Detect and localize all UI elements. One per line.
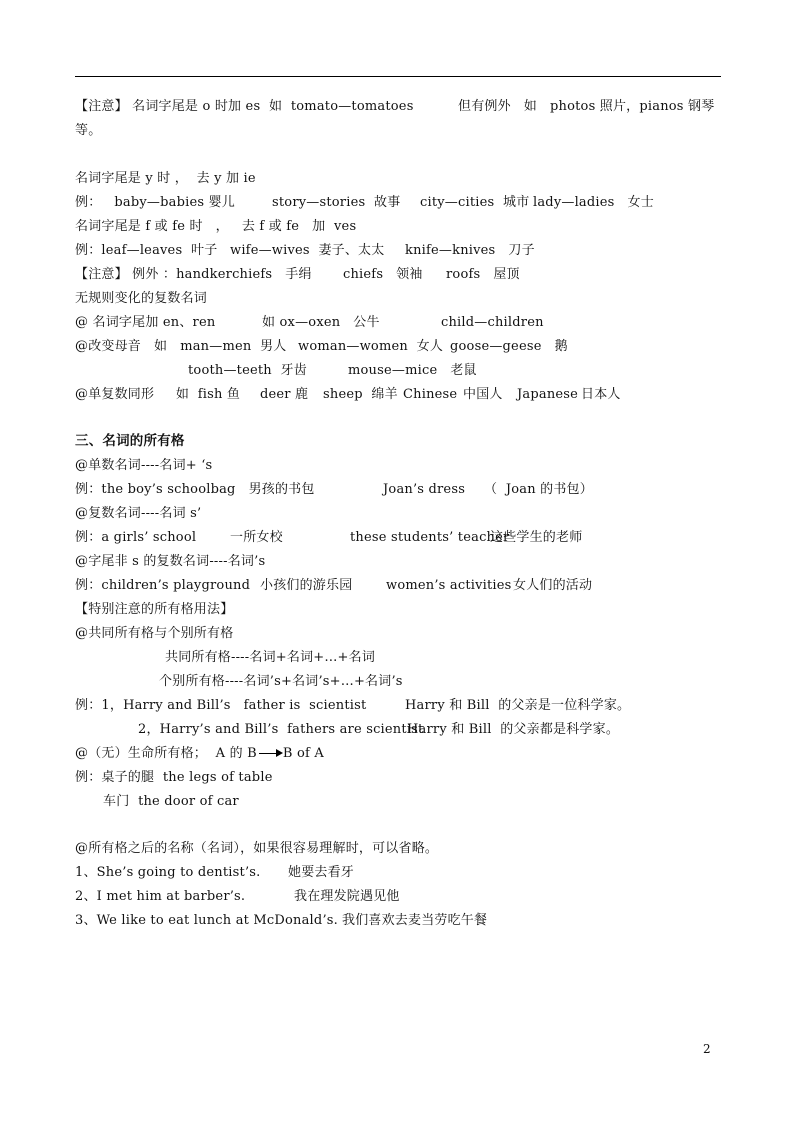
section-heading-possessive: [75, 431, 185, 451]
text-segment: （ Joan 的书包）: [484, 482, 593, 497]
text-segment: Japanese: [517, 387, 579, 402]
joint-possessive-example: [75, 696, 631, 716]
omission-example-2: [75, 887, 400, 907]
irregular-vowel-change: [75, 337, 568, 357]
note-o-es-line: [75, 97, 715, 117]
text-segment: @单数名词----名词+ ‘s: [75, 458, 213, 473]
irregular-same-form: [75, 385, 621, 405]
text-segment: woman—women 女人: [298, 339, 444, 354]
text-segment: 2、I met him at barber’s.: [75, 889, 246, 904]
text-segment: 她要去看牙: [288, 865, 355, 880]
text-segment: mouse—mice 老鼠: [348, 363, 477, 378]
plural-possessive-example: [75, 528, 583, 548]
text-segment: 例：the boy’s schoolbag 男孩的书包: [75, 482, 315, 497]
text-segment: 女人们的活动: [513, 578, 593, 593]
text-segment: 但有例外 如 photos 照片，pianos 钢琴: [445, 99, 715, 114]
text-segment: 例：1，Harry and Bill’s father is scientist: [75, 698, 367, 713]
text-segment: 3、We like to eat lunch at McDonald’s.: [75, 913, 338, 928]
text-segment: 这些学生的老师: [490, 530, 583, 545]
text-segment: 如 ox—oxen 公牛: [262, 315, 380, 330]
example-f-ves: [75, 241, 535, 261]
non-s-plural-possessive-example: [75, 576, 593, 596]
text-segment: 车门 the door of car: [103, 794, 239, 809]
text-segment: chiefs 领袖: [343, 267, 423, 282]
text-segment: B of A: [282, 746, 324, 761]
text-segment: @（无）生命所有格； A 的 B: [75, 746, 257, 761]
text-segment: 1、She’s going to dentist’s.: [75, 865, 261, 880]
text-segment: city—cities 城市: [420, 195, 530, 210]
joint-individual-heading: [75, 624, 233, 644]
text-segment: women’s activities: [386, 578, 512, 593]
text-segment: roofs 屋顶: [446, 267, 520, 282]
text-segment: story—stories 故事: [272, 195, 401, 210]
rule-y-ie: [75, 169, 256, 189]
text-segment: child—children: [441, 315, 544, 330]
text-segment: 2，Harry’s and Bill’s fathers are scientist: [138, 722, 424, 737]
text-segment: 例： baby—babies 婴儿: [75, 195, 235, 210]
text-segment: 中国人: [463, 387, 503, 402]
text-segment: @改变母音 如 man—men 男人: [75, 339, 287, 354]
text-segment: sheep 绵羊: [323, 387, 398, 402]
text-segment: lady—ladies 女士: [533, 195, 654, 210]
text-segment: 日本人: [581, 387, 621, 402]
text-segment: Harry 和 Bill 的父亲是一位科学家。: [405, 698, 631, 713]
text-segment: 例：leaf—leaves 叶子: [75, 243, 218, 258]
text-segment: 共同所有格----名词+名词+…+名词: [165, 650, 376, 665]
arrow-icon: [259, 753, 281, 754]
plural-possessive-rule: [75, 504, 201, 524]
text-segment: these students’ teacher: [350, 530, 510, 545]
text-segment: 名词字尾是 y 时 ， 去 y 加 ie: [75, 171, 256, 186]
text-segment: @共同所有格与个别所有格: [75, 626, 234, 641]
rule-f-ves: [75, 217, 356, 237]
text-segment: @字尾非 s 的复数名词----名词’s: [75, 554, 266, 569]
text-segment: 小孩们的游乐园: [260, 578, 353, 593]
text-segment: 我在理发院遇见他: [294, 889, 400, 904]
note-exceptions: [75, 265, 520, 285]
text-segment: @单复数同形 如 fish 鱼: [75, 387, 241, 402]
singular-possessive-rule: [75, 456, 212, 476]
text-segment: 【注意】 名词字尾是 o 时加 es 如 tomato—tomatoes: [75, 99, 414, 114]
text-segment: 例：a girls’ school: [75, 530, 197, 545]
text-segment: @所有格之后的名称（名词），如果很容易理解时，可以省略。: [75, 841, 439, 856]
text-segment: 无规则变化的复数名词: [75, 291, 208, 306]
text-segment: 等。: [75, 123, 102, 138]
text-segment: tooth—teeth 牙齿: [188, 363, 307, 378]
text-segment: 名词字尾是 f 或 fe 时 ， 去 f 或 fe 加 ves: [75, 219, 357, 234]
text-segment: 【特别注意的所有格用法】: [75, 602, 234, 617]
omission-example-1: [75, 863, 355, 883]
header-rule: [75, 76, 721, 77]
text-segment: Chinese: [403, 387, 458, 402]
note-o-es-line-cont: [75, 121, 101, 141]
text-segment: 例：桌子的腿 the legs of table: [75, 770, 273, 785]
text-segment: Harry 和 Bill 的父亲都是科学家。: [407, 722, 620, 737]
non-s-plural-possessive-rule: [75, 552, 265, 572]
text-segment: @复数名词----名词 s’: [75, 506, 202, 521]
text-segment: 个别所有格----名词’s+名词’s+…+名词’s: [159, 674, 403, 689]
text-segment: 三、名词的所有格: [75, 433, 185, 449]
special-possessive-heading: [75, 600, 233, 620]
inanimate-example-1: [75, 768, 273, 788]
example-y-ie: [75, 193, 654, 213]
text-segment: Joan’s dress: [383, 482, 466, 497]
inanimate-possessive-rule: [75, 744, 324, 764]
text-segment: 【注意】 例外 ：handkerchiefs 手绢: [75, 267, 312, 282]
irregular-en-ren: [75, 313, 544, 333]
omission-rule: [75, 839, 438, 859]
text-segment: wife—wives 妻子、太太: [230, 243, 385, 258]
text-segment: @ 名词字尾加 en、ren: [75, 315, 216, 330]
text-segment: knife—knives 刀子: [405, 243, 535, 258]
text-segment: 例：children’s playground: [75, 578, 251, 593]
page-number: 2: [703, 1042, 711, 1056]
text-segment: goose—geese 鹅: [450, 339, 568, 354]
text-segment: deer 鹿: [260, 387, 309, 402]
singular-possessive-example: [75, 480, 593, 500]
irregular-plurals-heading: [75, 289, 207, 309]
omission-example-3: [75, 911, 488, 931]
text-segment: 一所女校: [230, 530, 283, 545]
text-segment: 我们喜欢去麦当劳吃午餐: [342, 913, 488, 928]
